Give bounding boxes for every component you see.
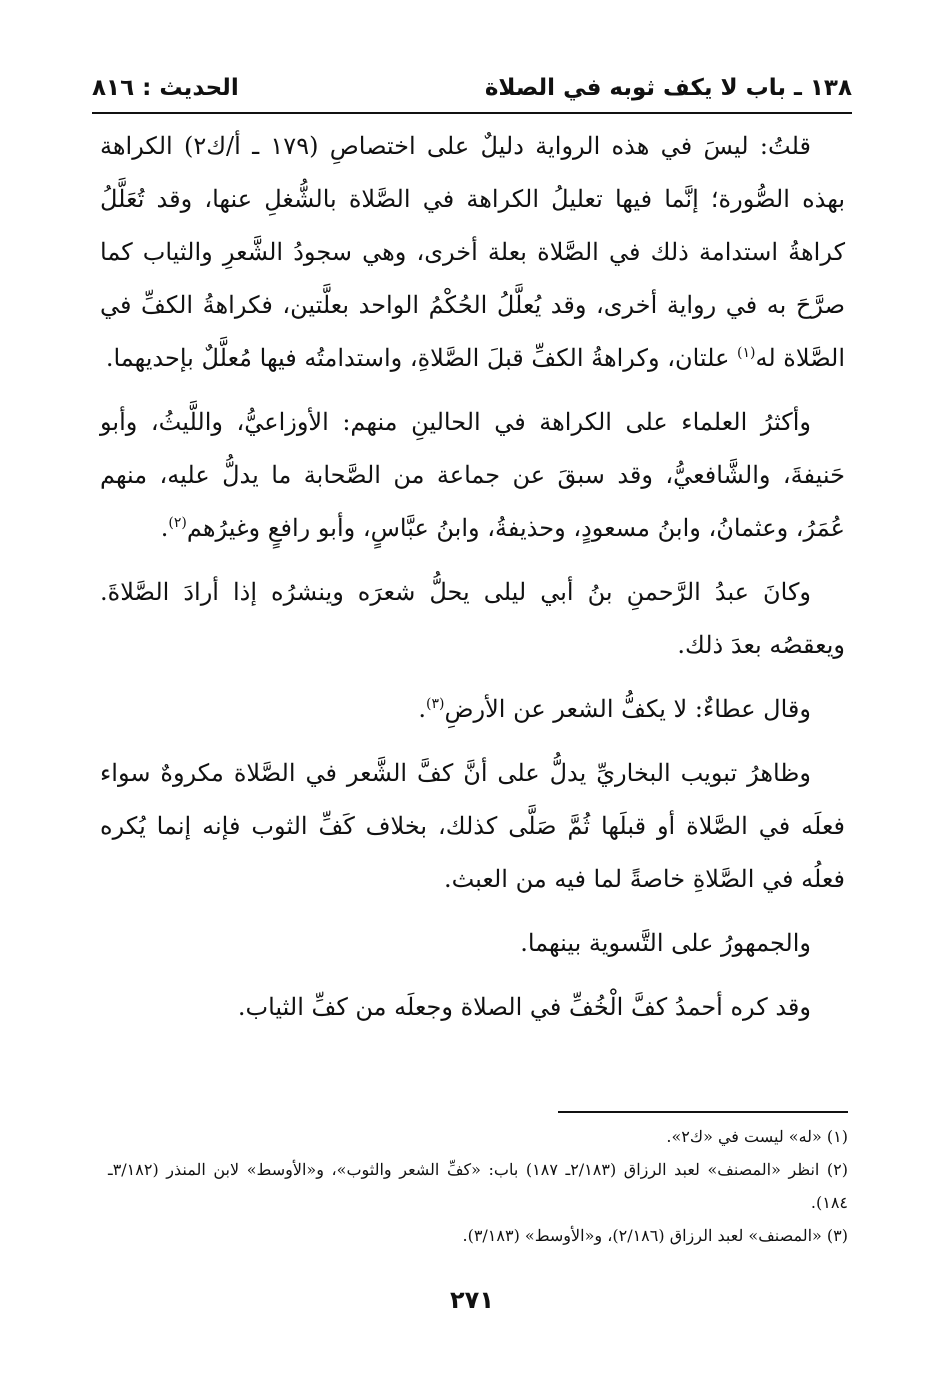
footnote-ref-3: (٣) xyxy=(426,696,445,712)
paragraph-6: والجمهورُ على التَّسوية بينهما. xyxy=(520,929,811,957)
running-header xyxy=(92,64,852,112)
header-rule xyxy=(92,112,852,114)
paragraph-5: وظاهرُ تبويب البخاريِّ يدلُّ على أنَّ كفَّ الشَّعر في الصَّلاة مكروهٌ سواء فعلَه في الصَّلاة أو قبلَها ثُمَّ صَلَّى كذلك، بخلاف كَفِّ الثوب فإنه إنما يُكره فعلُه في الصَّلاةِ خاصةً لما فيه من العبث. xyxy=(100,759,845,893)
footnote-3: (٣) «المصنف» لعبد الرزاق (٢/١٨٦)، و«الأوسط» (٣/١٨٣). xyxy=(462,1226,848,1245)
paragraph-2: وأكثرُ العلماء على الكراهة في الحالينِ منهم: الأوزاعيُّ، واللَّيثُ، وأبو حَنيفةَ، والشَّافعيُّ، وقد سبقَ عن جماعة من الصَّحابة ما يدلُّ عليه، منهم عُمَرُ، وعثمانُ، وابنُ مسعودٍ، وحذيفةُ، وابنُ عبَّاسٍ، وأبو رافعٍ وغيرُهم$^{(٢)}$. xyxy=(100,408,845,542)
footnote-rule xyxy=(558,1111,848,1113)
footnote-1: (١) «له» ليست في «ك٢». xyxy=(666,1127,848,1146)
paragraph-3: وكانَ عبدُ الرَّحمنِ بنُ أبي ليلى يحلُّ شعرَه وينشرُه إذا أرادَ الصَّلاةَ. ويعقصُه بعدَ ذلك. xyxy=(100,578,845,659)
footnote-2: (٢) انظر «المصنف» لعبد الرزاق (٢/١٨٣ـ ١٨٧) باب: «كفِّ الشعر والثوب»، و«الأوسط» لابن المنذر (٣/١٨٢ـ ١٨٤). xyxy=(108,1160,849,1212)
paragraph-1: قلتُ: ليسَ في هذه الرواية دليلٌ على اختصاصِ (١٧٩ ـ أ/ك٢) الكراهة بهذه الصُّورة؛ إنَّما فيها تعليلُ الكراهة في الصَّلاة بالشُّغلِ عنها، وقد تُعَلَّلُ كراهةُ استدامة ذلك في الصَّلاة بعلة أخرى، وهي سجودُ الشَّعرِ والثياب كما صرَّحَ به في رواية أخرى، وقد يُعلَّلُ الحُكْمُ الواحد بعلَّتين، فكراهةُ الكفِّ في الصَّلاة له$^{(١)}$ علتان، وكراهةُ الكفِّ قبلَ الصَّلاةِ، واستدامتُه فيها مُعلَّلٌ بإحديهما. xyxy=(100,132,845,372)
footnote-ref-1: (١) xyxy=(737,345,756,361)
paragraph-7: وقد كره أحمدُ كفَّ الْخُفِّ في الصلاة وجعلَه من كفِّ الثياب. xyxy=(237,993,811,1021)
paragraph-4: وقال عطاءٌ: لا يكفُّ الشعر عن الأرضِ$^{(٣)}$. xyxy=(418,695,811,723)
footnote-ref-2: (٢) xyxy=(168,515,187,531)
page-number: ٢٧١ xyxy=(450,1286,494,1314)
chapter-title: ١٣٨ ـ باب لا يكف ثوبه في الصلاة xyxy=(484,75,852,101)
main-text xyxy=(100,120,845,1045)
footnotes xyxy=(108,1120,848,1252)
hadith-number: الحديث : ٨١٦ xyxy=(92,75,239,101)
